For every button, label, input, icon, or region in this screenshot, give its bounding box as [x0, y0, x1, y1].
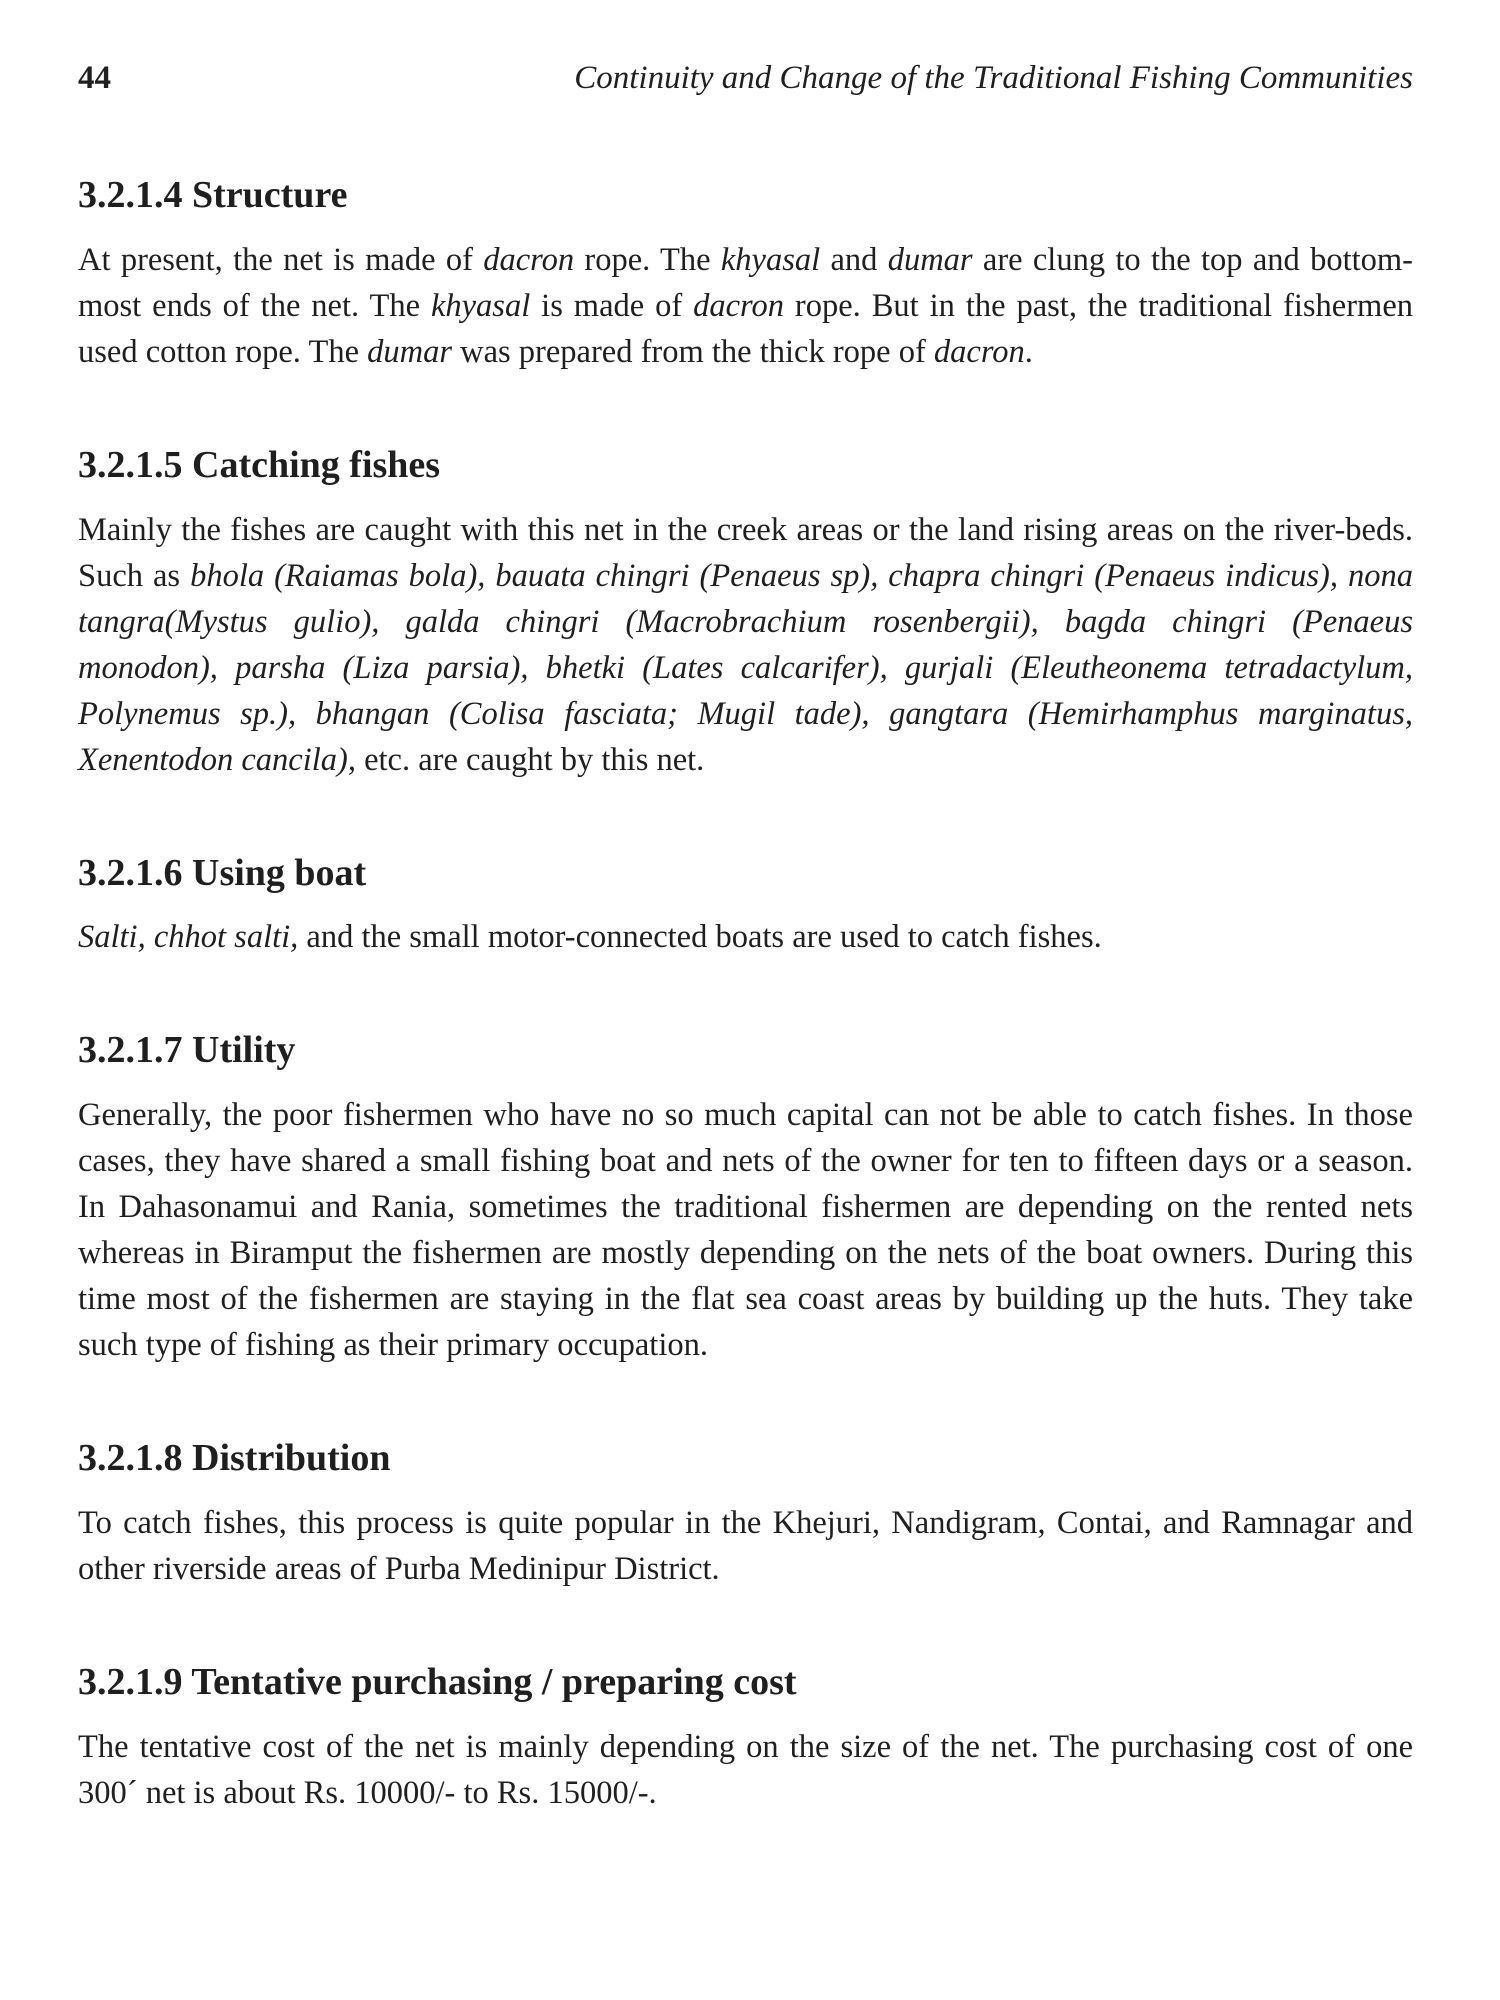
italic-term: khyasal	[430, 287, 531, 324]
section-using-boat	[78, 853, 1413, 961]
book-page	[78, 60, 1413, 1816]
section-utility	[78, 1030, 1413, 1368]
section-heading: 3.2.1.5 Catching fishes	[78, 443, 441, 486]
page-number: 44	[78, 60, 111, 96]
section-paragraph: To catch fishes, this process is quite popular in the Khejuri, Nandigram, Contai, and Ramnagar and other riverside areas of Purba Medinipur District.	[78, 1504, 1413, 1587]
running-header	[78, 60, 1413, 130]
section-paragraph: Salti, chhot salti, and the small motor-connected boats are used to catch fishes.	[78, 919, 1102, 956]
italic-term: dacron	[483, 241, 575, 278]
book-title: Continuity and Change of the Traditional Fishing Communities	[574, 60, 1413, 96]
section-heading: 3.2.1.9 Tentative purchasing / preparing cost	[78, 1660, 797, 1703]
section-heading: 3.2.1.4 Structure	[78, 174, 348, 216]
italic-term: dumar	[887, 241, 973, 278]
section-structure	[78, 175, 1413, 375]
section-paragraph: The tentative cost of the net is mainly depending on the size of the net. The purchasing cost of one 300´ net is about Rs. 10000/- to Rs. 15000/-.	[78, 1728, 1413, 1811]
italic-term: Salti, chhot salti,	[78, 919, 299, 956]
section-paragraph: Generally, the poor fishermen who have no so much capital can not be able to catch fishes. In those cases, they have shared a small fishing boat and nets of the owner for ten to fifteen days or a season. In Dahasonamui and Rania, sometimes the traditional fishermen are depending on the rented nets whereas in Biramput the fishermen are mostly depending on the nets of the boat owners. During this time most of the fishermen are staying in the flat sea coast areas by building up the huts. They take such type of fishing as their primary occupation.	[78, 1097, 1413, 1364]
section-distribution	[78, 1438, 1413, 1592]
section-paragraph: Mainly the fishes are caught with this net in the creek areas or the land rising areas on the river-beds. Such as bhola (Raiamas bola), bauata chingri (Penaeus sp), chapra chingri (Penaeus indicus), nona tangra(Mystus gulio), galda chingri (Macrobrachium rosenbergii), bagda chingri (Penaeus monodon), parsha (Liza parsia), bhetki (Lates calcarifer), gurjali (Eleutheonema tetradactylum, Polynemus sp.), bhangan (Colisa fasciata; Mugil tade), gangtara (Hemirhamphus marginatus, Xenentodon cancila), etc. are caught by this net.	[78, 511, 1414, 778]
italic-term: khyasal	[720, 241, 821, 278]
italic-term: dacron	[933, 333, 1025, 370]
section-heading: 3.2.1.6 Using boat	[78, 851, 367, 894]
section-paragraph: At present, the net is made of dacron rope. The khyasal and dumar are clung to the top and bottom-most ends of the net. The khyasal is made of dacron rope. But in the past, the traditional fishermen used cotton rope. The dumar was prepared from the thick rope of dacron.	[78, 241, 1413, 370]
section-heading: 3.2.1.8 Distribution	[78, 1437, 391, 1480]
section-purchasing-cost	[78, 1662, 1413, 1816]
section-heading: 3.2.1.7 Utility	[78, 1029, 296, 1072]
italic-term: bhola (Raiamas bola), bauata chingri (Penaeus sp), chapra chingri (Penaeus indicus), nona tangra(Mystus gulio), galda chingri (Macrobrachium rosenbergii), bagda chingri (Penaeus monodon), parsha (Liza parsia), bhetki (Lates calcarifer), gurjali (Eleutheonema tetradactylum, Polynemus sp.), bhangan (Colisa fasciata; Mugil tade), gangtara (Hemirhamphus marginatus, Xenentodon cancila),	[78, 557, 1414, 778]
italic-term: dumar	[367, 333, 452, 370]
italic-term: dacron	[693, 287, 784, 324]
section-catching-fishes	[78, 445, 1413, 783]
